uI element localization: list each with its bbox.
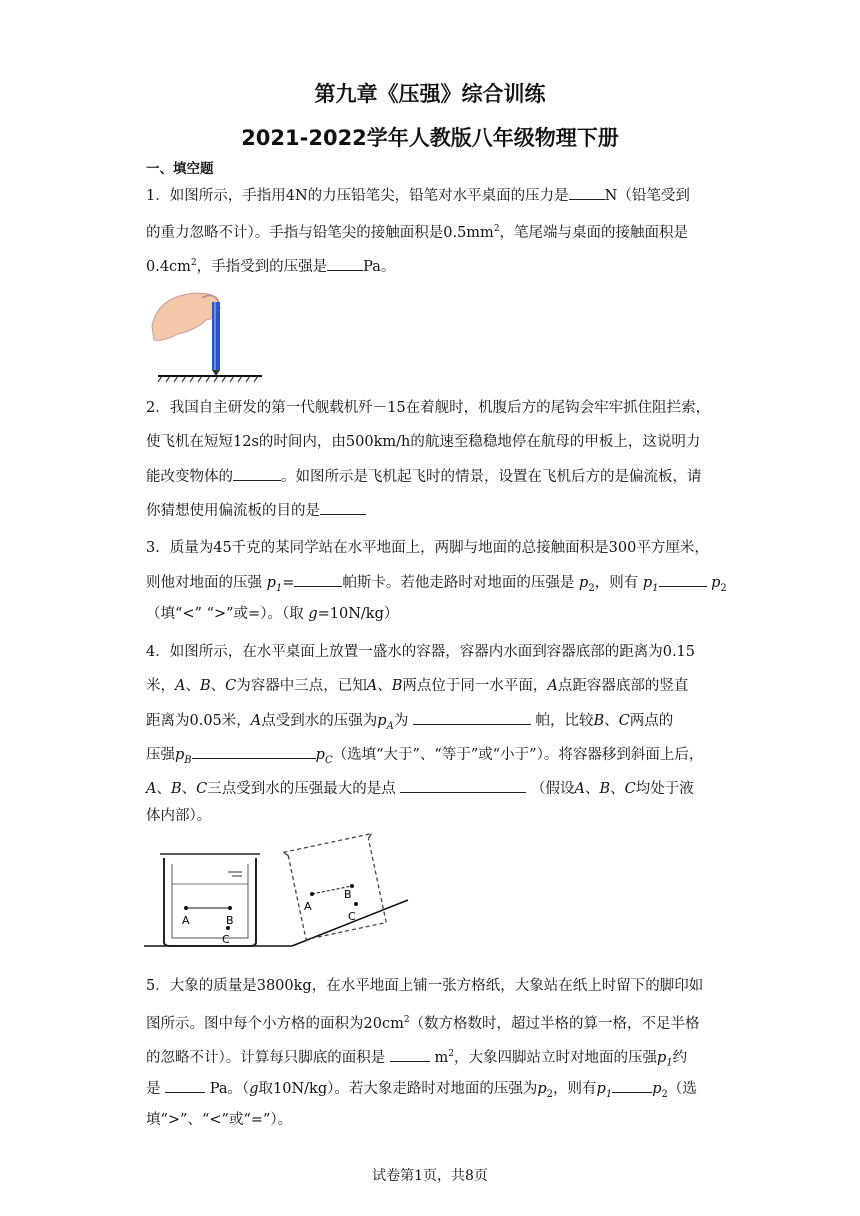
q5-line1: 5．大象的质量是3800kg，在水平地面上铺一张方格纸，大象站在纸上时留下的脚印如: [146, 978, 704, 994]
q1-blank-1[interactable]: [569, 185, 605, 200]
svg-text:C: C: [348, 910, 356, 923]
q5-blank-3[interactable]: [612, 1078, 652, 1093]
q3-line2: 则他对地面的压强 $p_1=$ 帕斯卡。若他走路时对地面的压强是 $p_2$，则有 $p_1$ $p_2$: [146, 572, 716, 599]
q4-blank-1[interactable]: [413, 710, 531, 725]
q5-line5: 填“>”、“<”或“=”）。: [146, 1112, 293, 1128]
q2-line4: 你猜想使用偏流板的目的是: [146, 500, 716, 521]
q4-blank-3[interactable]: [400, 778, 526, 793]
q4-line2: 米，A、B、C为容器中三点，已知A、B两点位于同一水平面，A点距容器底部的竖直: [146, 678, 689, 694]
q5-line4: 是 Pa。（g取10N/kg）。若大象走路时对地面的压强为$p_2$，则有$p_1$ $p_2$（选: [146, 1078, 716, 1105]
q5-blank-1[interactable]: [390, 1047, 430, 1062]
q5-line2: 图所示。图中每个小方格的面积为$20cm^2$（数方格数时，超过半格的算一格，不足半格: [146, 1015, 700, 1032]
svg-text:A: A: [304, 900, 312, 913]
q2-line3: 能改变物体的 。如图所示是飞机起飞时的情景，设置在飞机后方的是偏流板，请: [146, 466, 716, 487]
pencil-figure: [146, 286, 266, 386]
q1-blank-2[interactable]: [327, 256, 363, 271]
q4-line1: 4．如图所示，在水平桌面上放置一盛水的容器，容器内水面到容器底部的距离为0.15: [146, 644, 696, 660]
title-sub: 2021-2022学年人教版八年级物理下册: [241, 126, 619, 150]
title-main: 第九章《压强》综合训练: [314, 82, 546, 106]
q4-line6: 体内部）。: [146, 808, 212, 824]
q3-line3: （填“<” “>”或=）。（取 g=10N/kg）: [146, 606, 399, 622]
q4-line5: A、B、C三点受到水的压强最大的是点 （假设A、B、C均处于液: [146, 778, 716, 799]
q1-line2: 的重力忽略不计）。手指与铅笔尖的接触面积是$0.5mm^2$，笔尾端与桌面的接触面积是: [146, 224, 689, 241]
q2-blank-1[interactable]: [233, 466, 281, 481]
q4-line3: 距离为0.05米，A点受到水的压强为$p_A$为 帕，比较B、C两点的: [146, 710, 716, 737]
svg-text:B: B: [226, 914, 234, 927]
q3-blank-1[interactable]: [294, 572, 342, 587]
page-footer: 试卷第1页，共8页: [372, 1168, 488, 1184]
q5-blank-2[interactable]: [165, 1078, 205, 1093]
svg-text:A: A: [182, 914, 190, 927]
q1-line3: $0.4cm^2$，手指受到的压强是 Pa。: [146, 253, 716, 277]
q2-blank-2[interactable]: [320, 500, 366, 515]
q2-line2: 使飞机在短短12s的时间内，由500km/h的航速至稳稳地停在航母的甲板上，这说明力: [146, 434, 701, 450]
q3-blank-2[interactable]: [659, 572, 707, 587]
q4-line4: 压强$p_B$ $p_C$（选填“大于”、“等于”或“小于”）。将容器移到斜面上后，: [146, 744, 716, 771]
svg-text:B: B: [344, 888, 352, 901]
svg-text:C: C: [222, 933, 230, 946]
q5-line3: 的忽略不计）。计算每只脚底的面积是 $m^2$，大象四脚站立时对地面的压强$p_1$约: [146, 1044, 716, 1074]
q3-line1: 3．质量为45千克的某同学站在水平地面上，两脚与地面的总接触面积是300平方厘米，: [146, 540, 709, 556]
q4-blank-2[interactable]: [192, 744, 316, 759]
q1-line1: 1．如图所示，手指用4N的力压铅笔尖，铅笔对水平桌面的压力是 N（铅笔受到: [146, 185, 716, 206]
container-figure: [142, 828, 412, 958]
section-heading: 一、填空题: [146, 161, 214, 177]
q2-line1: 2．我国自主研发的第一代舰载机歼－15在着舰时，机腹后方的尾钩会牢牢抓住阻拦索，: [146, 400, 711, 416]
